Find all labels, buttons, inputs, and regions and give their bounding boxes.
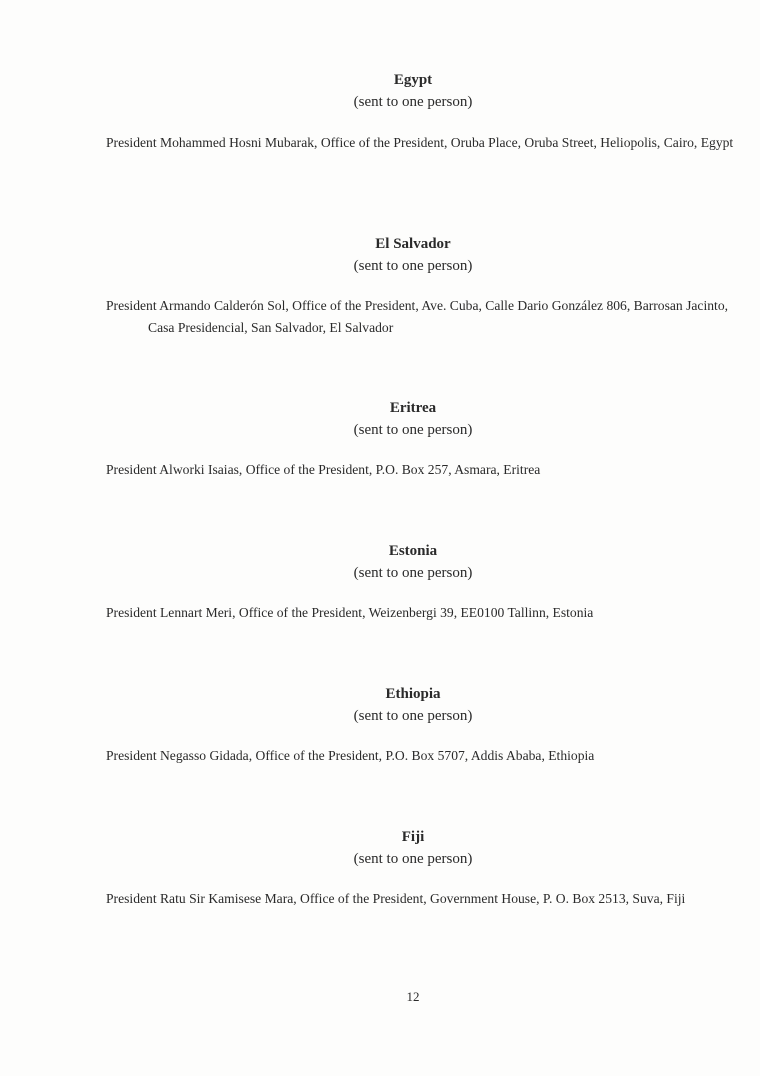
address-text: President Ratu Sir Kamisese Mara, Office of the President, Government House, P. O. Box 2513, Suva, Fiji	[106, 891, 686, 906]
address-text: President Negasso Gidada, Office of the President, P.O. Box 5707, Addis Ababa, Ethiopia	[106, 748, 595, 763]
country-heading: Fiji	[401, 829, 425, 845]
recipient-note: (sent to one person)	[353, 851, 473, 867]
recipient-note: (sent to one person)	[353, 258, 473, 274]
country-heading: Ethiopia	[385, 686, 441, 702]
address-text: President Lennart Meri, Office of the President, Weizenbergi 39, EE0100 Tallinn, Estonia	[106, 605, 594, 620]
address-text: President Alworki Isaias, Office of the President, P.O. Box 257, Asmara, Eritrea	[106, 462, 541, 477]
country-heading: El Salvador	[375, 236, 451, 252]
country-heading: Eritrea	[389, 400, 437, 416]
recipient-note: (sent to one person)	[353, 94, 473, 110]
address-text: President Mohammed Hosni Mubarak, Office of the President, Oruba Place, Oruba Street, Heliopolis, Cairo, Egypt	[106, 135, 734, 150]
recipient-note: (sent to one person)	[353, 565, 473, 581]
country-heading: Egypt	[393, 72, 433, 88]
address-text: President Armando Calderón Sol, Office of the President, Ave. Cuba, Calle Dario González 806, Barrosan Jacinto, Casa Presidencial, San Salvador, El Salvador	[106, 298, 729, 335]
country-heading: Estonia	[388, 543, 438, 559]
page-number: 12	[406, 989, 420, 1004]
recipient-note: (sent to one person)	[353, 422, 473, 438]
recipient-note: (sent to one person)	[353, 708, 473, 724]
